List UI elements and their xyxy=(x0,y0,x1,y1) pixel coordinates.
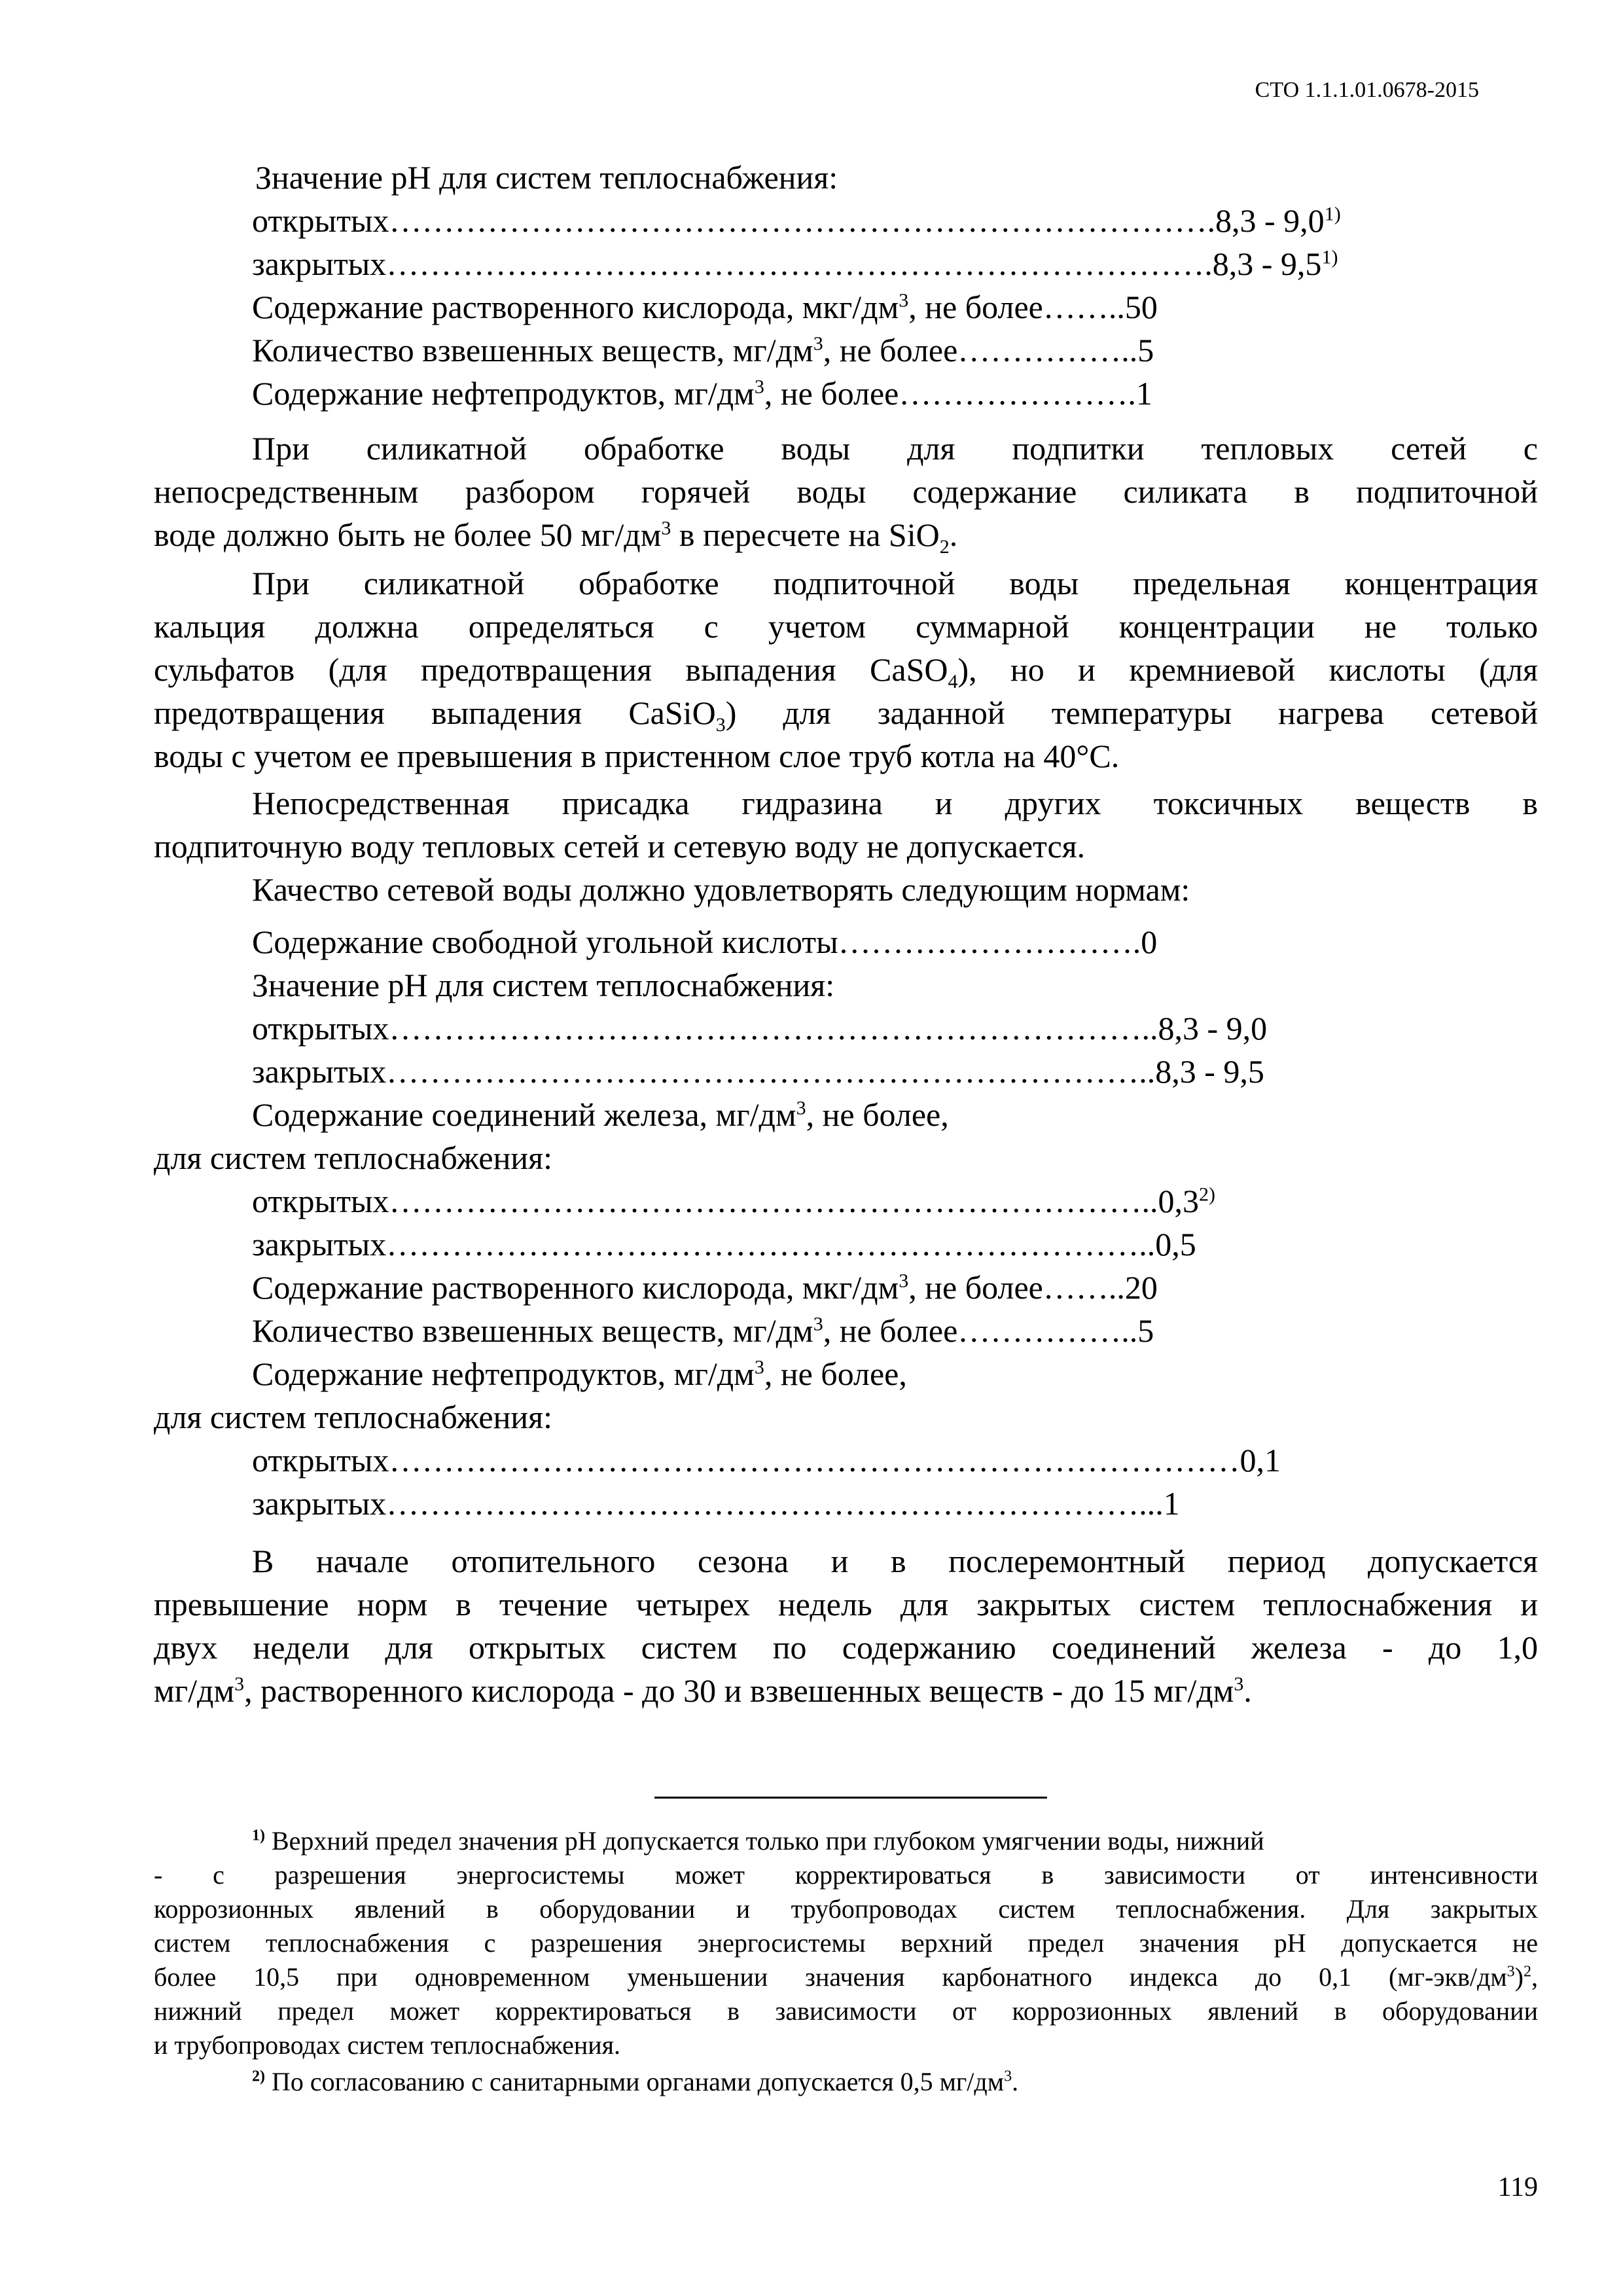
superscript: 3 xyxy=(754,376,764,398)
oil-open-value: 0,1 xyxy=(1240,1442,1281,1479)
paragraph-line xyxy=(154,691,1538,734)
suspended-line xyxy=(252,329,1154,372)
oil-label: Содержание нефтепродуктов, мг/дм xyxy=(252,375,755,412)
leader-dots: …………………………………………………………………… xyxy=(389,1442,1240,1479)
text: мг/дм xyxy=(154,1672,235,1709)
oil-closed-line xyxy=(252,1482,1180,1525)
oil-closed-label: закрытых xyxy=(252,1485,387,1522)
footnote-ref: 1) xyxy=(1321,246,1338,268)
superscript: 3 xyxy=(813,332,823,355)
subscript: 2 xyxy=(939,536,950,558)
text: Верхний предел значения pH допускается только при глубоком умягчении воды, нижний xyxy=(265,1826,1264,1856)
leader-dots: …………………………………………………………….. xyxy=(389,1010,1158,1047)
oil-value: , не более………………….1 xyxy=(764,375,1152,412)
text: ) для заданной температуры нагрева сетевой xyxy=(725,694,1539,731)
document-code: СТО 1.1.1.01.0678-2015 xyxy=(1255,78,1479,102)
suspended-value: , не более……………..5 xyxy=(823,1312,1154,1349)
superscript: 3 xyxy=(234,1673,245,1695)
footnote-mark: 1) xyxy=(252,1827,265,1844)
superscript: 2 xyxy=(1524,1963,1531,1981)
superscript: 3 xyxy=(1004,2068,1012,2085)
paragraph-line: подпиточную воду тепловых сетей и сетевую воду не допускается. xyxy=(154,828,1086,865)
text: сульфатов (для предотвращения выпадения CaSO xyxy=(154,651,948,688)
oil-line xyxy=(252,372,1152,415)
text: воде должно быть не более 50 мг/дм xyxy=(154,516,662,553)
paragraph-line: При силикатной обработке подпиточной воды предельная концентрация xyxy=(252,565,1538,601)
suspended-label: Количество взвешенных веществ, мг/дм xyxy=(252,332,813,368)
paragraph-line: воды с учетом ее превышения в пристенном слое труб котла на 40°С. xyxy=(154,738,1120,774)
iron-closed-label: закрытых xyxy=(252,1226,387,1263)
superscript: 3 xyxy=(796,1097,806,1119)
paragraph-line xyxy=(154,648,1538,691)
paragraph-line: непосредственным разбором горячей воды содержание силиката в подпиточной xyxy=(154,473,1538,510)
paragraph-line: В начале отопительного сезона и в послеремонтный период допускается xyxy=(252,1543,1538,1579)
paragraph-line xyxy=(154,1669,1252,1712)
ph-closed-value: 8,3 - 9,5 xyxy=(1155,1053,1264,1090)
oil-label: Содержание нефтепродуктов, мг/дм xyxy=(252,1355,755,1392)
iron-line xyxy=(252,1093,949,1136)
oil-for-line: для систем теплоснабжения: xyxy=(154,1399,553,1435)
suspended-value: , не более……………..5 xyxy=(823,332,1154,368)
footnote-1-line: и трубопроводах систем теплоснабжения. xyxy=(154,2030,621,2060)
iron-open-line xyxy=(252,1179,1215,1223)
ph-open-line xyxy=(252,1007,1267,1050)
iron-label: Содержание соединений железа, мг/дм xyxy=(252,1096,796,1133)
subscript: 4 xyxy=(948,671,958,692)
iron-for-line: для систем теплоснабжения: xyxy=(154,1139,553,1176)
footnote-1-line: коррозионных явлений в оборудовании и трубопроводах систем теплоснабжения. Для закрытых xyxy=(154,1894,1538,1924)
paragraph-line: Непосредственная присадка гидразина и других токсичных веществ в xyxy=(252,785,1538,821)
superscript: 3 xyxy=(661,517,671,539)
text: предотвращения выпадения CaSiO xyxy=(154,694,716,731)
oil-line xyxy=(252,1352,907,1395)
superscript: 3 xyxy=(1234,1673,1244,1695)
superscript: 3 xyxy=(899,1270,909,1292)
paragraph-line xyxy=(154,513,957,556)
text: более 10,5 при одновременном уменьшении значения карбонатного индекса до 0,1 (мг-экв/дм xyxy=(154,1962,1507,1992)
footnote-ref: 2) xyxy=(1199,1183,1216,1206)
suspended-line xyxy=(252,1309,1154,1352)
leader-dots: …………………………………………………………….. xyxy=(386,1226,1156,1263)
footnote-separator xyxy=(654,1797,1047,1799)
suspended-label: Количество взвешенных веществ, мг/дм xyxy=(252,1312,813,1349)
leader-dots: ………………………………………………………………… xyxy=(389,202,1207,239)
oxygen-label: Содержание растворенного кислорода, мкг/дм xyxy=(252,289,899,325)
text: , не более, xyxy=(764,1355,907,1392)
paragraph-line: двух недели для открытых систем по содержанию соединений железа - до 1,0 xyxy=(154,1629,1538,1666)
ph-closed-label: закрытых xyxy=(252,245,387,282)
ph-open-label: открытых xyxy=(252,1010,389,1047)
ph-closed-label: закрытых xyxy=(252,1053,387,1090)
leader-dots: ……………………………………………………………… xyxy=(386,245,1172,282)
superscript: 3 xyxy=(899,289,909,312)
superscript: 3 xyxy=(754,1356,764,1378)
page-number: 119 xyxy=(1497,2172,1538,2202)
text: . xyxy=(1012,2067,1019,2096)
ph-open-value: 8,3 - 9,0 xyxy=(1158,1010,1268,1047)
oxygen-value: , не более……..20 xyxy=(908,1269,1158,1306)
footnote-1-line xyxy=(154,1961,1538,1994)
ph-closed-value: ….8,3 - 9,5 xyxy=(1171,245,1322,282)
footnote-1-line: - с разрешения энергосистемы может корректироваться в зависимости от интенсивности xyxy=(154,1860,1538,1890)
subscript: 3 xyxy=(715,714,726,736)
leader-dots: …………………………………………………………….. xyxy=(389,1183,1158,1219)
text: ), но и кремниевой кислоты (для xyxy=(957,651,1538,688)
leader-dots: ……………………………………………………………... xyxy=(386,1485,1164,1522)
superscript: 3 xyxy=(813,1313,823,1335)
ph-title: Значение pH для систем теплоснабжения: xyxy=(252,967,835,1003)
ph-open-label: открытых xyxy=(252,202,389,239)
iron-closed-line xyxy=(252,1223,1196,1266)
footnote-mark: 2) xyxy=(252,2068,265,2085)
text: . xyxy=(949,516,958,553)
paragraph-line: кальция должна определяться с учетом суммарной концентрации не только xyxy=(154,608,1538,645)
superscript: 3 xyxy=(1507,1963,1515,1981)
ph-closed-line xyxy=(252,1050,1264,1093)
oil-open-line xyxy=(252,1439,1281,1482)
ph-open-line xyxy=(252,199,1341,242)
text: в пересчете на SiO xyxy=(671,516,940,553)
text: ) xyxy=(1514,1962,1524,1992)
text: По согласованию с санитарными органами допускается 0,5 мг/дм xyxy=(265,2067,1005,2096)
oxygen-label: Содержание растворенного кислорода, мкг/дм xyxy=(252,1269,899,1306)
footnote-ref: 1) xyxy=(1324,203,1341,225)
text: , растворенного кислорода - до 30 и взвешенных веществ - до 15 мг/дм xyxy=(244,1672,1234,1709)
text: , не более, xyxy=(806,1096,949,1133)
ph-closed-line xyxy=(252,242,1338,285)
footnote-1-line: нижний предел может корректироваться в зависимости от коррозионных явлений в оборудовании xyxy=(154,1996,1538,2026)
oxygen-line xyxy=(252,1266,1158,1309)
oxygen-value: , не более……..50 xyxy=(908,289,1158,325)
text: , xyxy=(1531,1962,1538,1992)
ph-open-value: .8,3 - 9,0 xyxy=(1207,202,1325,239)
oil-open-label: открытых xyxy=(252,1442,389,1479)
iron-closed-value: 0,5 xyxy=(1155,1226,1196,1263)
paragraph-line: превышение норм в течение четырех недель для закрытых систем теплоснабжения и xyxy=(154,1586,1538,1623)
iron-open-value: 0,3 xyxy=(1158,1183,1200,1219)
paragraph-line: При силикатной обработке воды для подпитки тепловых сетей с xyxy=(252,430,1538,467)
footnote-1-line xyxy=(252,1825,1264,1857)
iron-open-label: открытых xyxy=(252,1183,389,1219)
footnote-1-line: систем теплоснабжения с разрешения энергосистемы верхний предел значения pH допускается не xyxy=(154,1928,1538,1958)
co2-line: Содержание свободной угольной кислоты……………………….0 xyxy=(252,924,1158,960)
paragraph-line: Качество сетевой воды должно удовлетворять следующим нормам: xyxy=(252,871,1190,908)
leader-dots: …………………………………………………………….. xyxy=(386,1053,1156,1090)
text: . xyxy=(1243,1672,1252,1709)
oil-closed-value: 1 xyxy=(1163,1485,1180,1522)
ph-title: Значение pH для систем теплоснабжения: xyxy=(255,159,838,196)
footnote-2-line xyxy=(252,2066,1018,2098)
oxygen-line xyxy=(252,285,1158,329)
